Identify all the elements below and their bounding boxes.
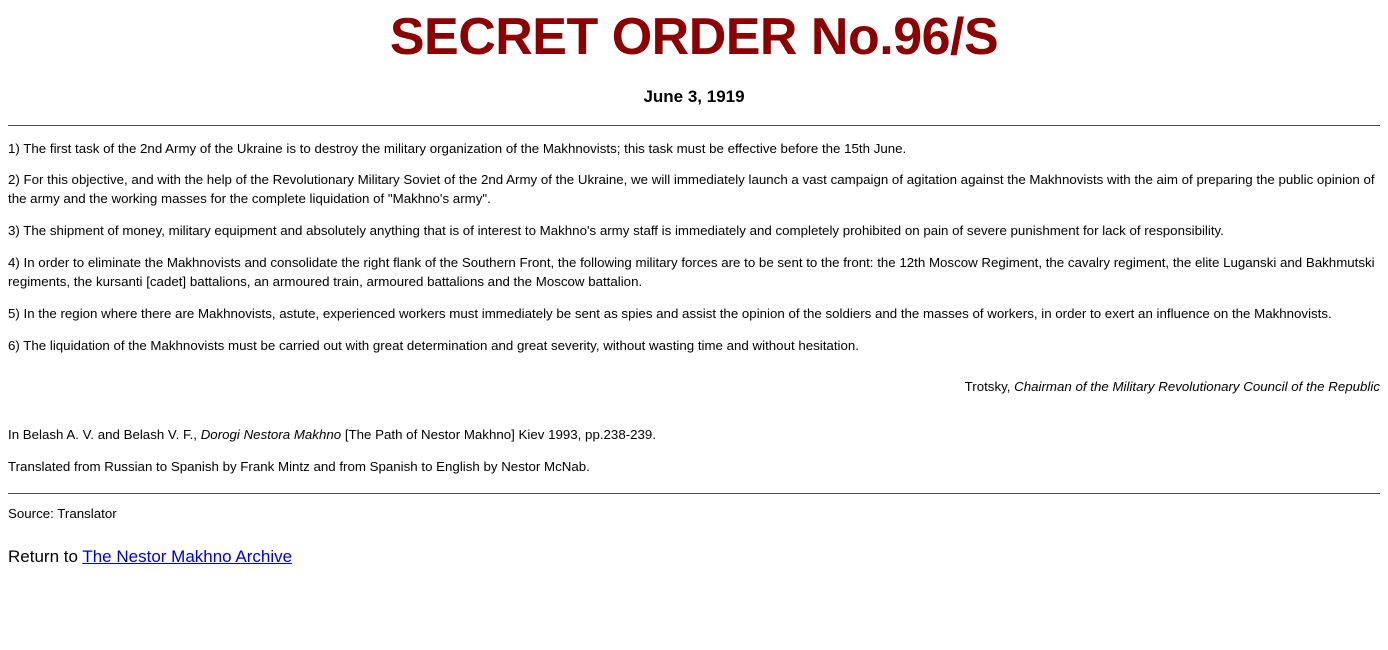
source-line: Source: Translator	[8, 506, 117, 522]
return-line	[8, 547, 1380, 567]
divider-bottom	[8, 493, 1380, 494]
divider-top	[8, 125, 1380, 126]
signature-line	[8, 378, 1380, 397]
order-paragraph-5: 5) In the region where there are Makhnovists, astute, experienced workers must immediately be sent as spies and assist the opinion of the soldiers and the masses of workers, in order to exert an influence on the Makhnovists.	[8, 305, 1332, 321]
signature-role: Chairman of the Military Revolutionary Council of the Republic	[1014, 378, 1380, 394]
order-paragraph-3: 3) The shipment of money, military equipment and absolutely anything that is of interest to Makhno's army staff is immediately and completely prohibited on pain of severe punishment for lack of responsibility.	[8, 223, 1224, 239]
order-paragraph-4: 4) In order to eliminate the Makhnovists and consolidate the right flank of the Southern Front, the following military forces are to be sent to the front: the 12th Moscow Regiment, the cavalry regiment, the elite Luganski and Bakhmutski regiments, the kursanti [cadet] battalions, an armoured train, armoured battalions and the Moscow battalion.	[8, 255, 1375, 289]
signature-name: Trotsky,	[964, 378, 1015, 394]
order-paragraph-6: 6) The liquidation of the Makhnovists must be carried out with great determination and great severity, without wasting time and without hesitation.	[8, 337, 859, 353]
archive-link[interactable]: The Nestor Makhno Archive	[82, 547, 293, 567]
document-page	[0, 10, 1388, 567]
document-date: June 3, 1919	[643, 86, 745, 106]
citation-suffix: [The Path of Nestor Makhno] Kiev 1993, pp.238-239.	[341, 427, 657, 443]
page-title: SECRET ORDER No.96/S	[389, 8, 999, 66]
citation-prefix: In Belash A. V. and Belash V. F.,	[8, 427, 201, 443]
translation-note: Translated from Russian to Spanish by Frank Mintz and from Spanish to English by Nestor McNab.	[8, 459, 590, 475]
return-prefix: Return to	[8, 547, 83, 567]
citation-work-title: Dorogi Nestora Makhno	[200, 427, 342, 443]
citation-line	[8, 426, 1380, 445]
order-paragraph-1: 1) The first task of the 2nd Army of the Ukraine is to destroy the military organization of the Makhnovists; this task must be effective before the 15th June.	[8, 140, 907, 156]
order-paragraph-2: 2) For this objective, and with the help of the Revolutionary Military Soviet of the 2nd Army of the Ukraine, we will immediately launch a vast campaign of agitation against the Makhnovists with the aim of preparing the public opinion of the army and the working masses for the complete liquidation of "Makhno's army".	[8, 172, 1375, 207]
